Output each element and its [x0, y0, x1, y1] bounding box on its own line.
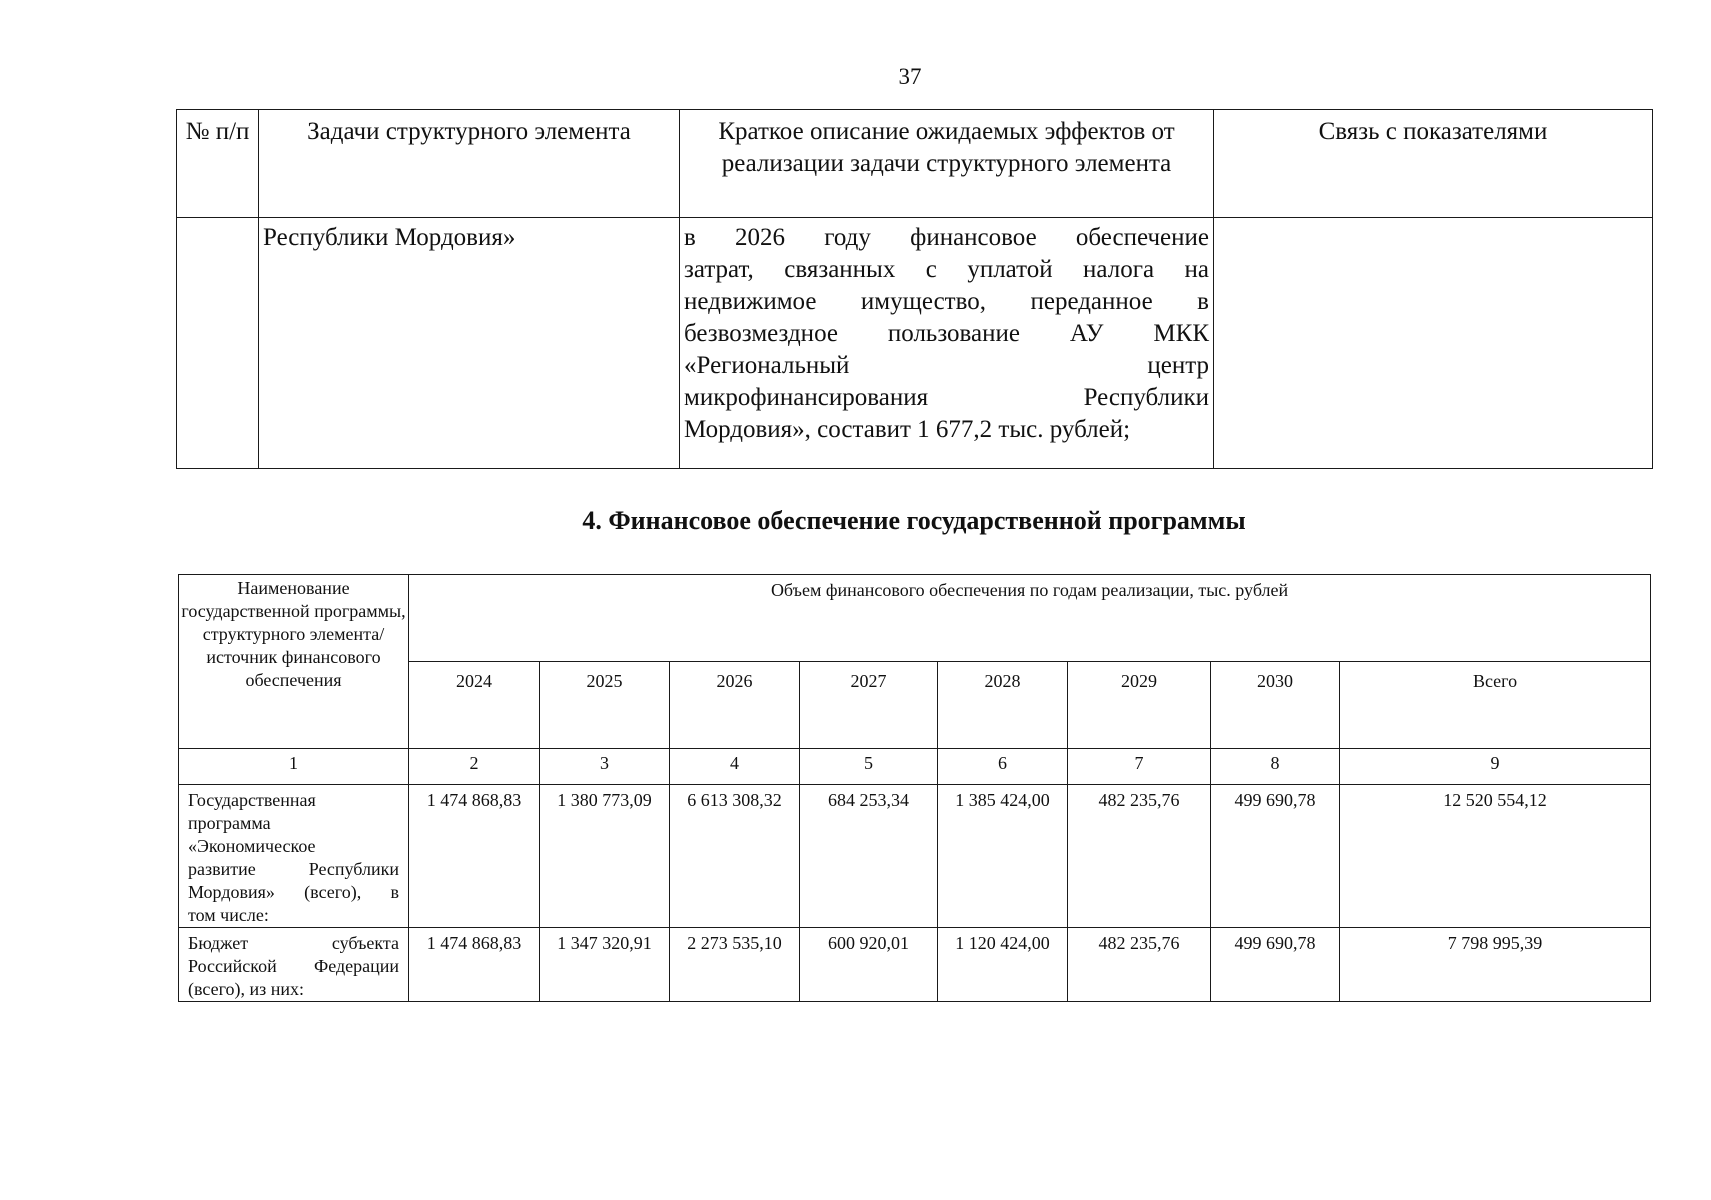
row-label-line: развитие Республики: [188, 859, 399, 879]
row-label-line: Бюджет субъекта: [188, 933, 399, 953]
header-year: 2026: [670, 662, 800, 749]
column-number: 9: [1340, 749, 1651, 785]
value-cell: 1 474 868,83: [409, 785, 540, 928]
row-label: [179, 785, 409, 928]
row-label-line: Государственная: [188, 790, 316, 810]
column-number: 6: [938, 749, 1068, 785]
description-line: «Региональный центр: [684, 352, 1209, 379]
value-cell: 600 920,01: [800, 928, 938, 1002]
tasks-row: [177, 218, 1653, 469]
description-line: недвижимое имущество, переданное в: [684, 288, 1209, 315]
section-title: 4. Финансовое обеспечение государственной программы: [582, 506, 1246, 535]
row-label: [179, 928, 409, 1002]
description-line: в 2026 году финансовое обеспечение: [684, 224, 1209, 251]
header-volume: Объем финансового обеспечения по годам реализации, тыс. рублей: [409, 575, 1651, 662]
cell-task: Республики Мордовия»: [259, 218, 680, 469]
value-cell: 2 273 535,10: [670, 928, 800, 1002]
value-cell: 482 235,76: [1068, 785, 1211, 928]
page-number: 37: [898, 64, 922, 89]
column-number: 4: [670, 749, 800, 785]
value-cell: 1 474 868,83: [409, 928, 540, 1002]
header-year: 2027: [800, 662, 938, 749]
value-cell: 1 120 424,00: [938, 928, 1068, 1002]
column-number-row: [179, 749, 1651, 785]
header-tasks: Задачи структурного элемента: [259, 110, 680, 218]
value-cell: 482 235,76: [1068, 928, 1211, 1002]
cell-link: [1214, 218, 1653, 469]
row-label-line: том числе:: [188, 905, 269, 925]
tasks-header-row: [177, 110, 1653, 218]
header-num: № п/п: [177, 110, 259, 218]
value-cell: 6 613 308,32: [670, 785, 800, 928]
row-label-line: (всего), из них:: [188, 979, 305, 999]
value-cell-total: 7 798 995,39: [1340, 928, 1651, 1002]
row-label-line: Мордовия» (всего), в: [188, 882, 399, 902]
table-row: [179, 785, 1651, 928]
row-label-line: Российской Федерации: [188, 956, 399, 976]
header-year: 2024: [409, 662, 540, 749]
description-line: Мордовия», составит 1 677,2 тыс. рублей;: [684, 416, 1131, 443]
value-cell: 684 253,34: [800, 785, 938, 928]
row-label-line: программа: [188, 813, 271, 833]
header-program-name: Наименование государственной программы, структурного элемента/источник финансового обеспечения: [179, 575, 409, 749]
header-year: 2025: [540, 662, 670, 749]
description-line: затрат, связанных с уплатой налога на: [684, 256, 1209, 283]
value-cell-total: 12 520 554,12: [1340, 785, 1651, 928]
description-line: микрофинансирования Республики: [684, 384, 1209, 411]
value-cell: 1 385 424,00: [938, 785, 1068, 928]
cell-num: [177, 218, 259, 469]
header-year: 2030: [1211, 662, 1340, 749]
header-total: Всего: [1340, 662, 1651, 749]
row-label-line: «Экономическое: [188, 836, 316, 856]
tasks-table: [176, 109, 1653, 469]
column-number: 3: [540, 749, 670, 785]
column-number: 7: [1068, 749, 1211, 785]
column-number: 5: [800, 749, 938, 785]
header-year: 2029: [1068, 662, 1211, 749]
finance-table: [178, 574, 1651, 1002]
value-cell: 1 347 320,91: [540, 928, 670, 1002]
header-description: Краткое описание ожидаемых эффектов от реализации задачи структурного элемента: [680, 110, 1214, 218]
value-cell: 1 380 773,09: [540, 785, 670, 928]
value-cell: 499 690,78: [1211, 928, 1340, 1002]
column-number: 8: [1211, 749, 1340, 785]
column-number: 1: [179, 749, 409, 785]
description-line: безвозмездное пользование АУ МКК: [684, 320, 1209, 347]
value-cell: 499 690,78: [1211, 785, 1340, 928]
cell-description: [680, 218, 1214, 469]
finance-header-row-1: [179, 575, 1651, 662]
column-number: 2: [409, 749, 540, 785]
table-row: [179, 928, 1651, 1002]
header-year: 2028: [938, 662, 1068, 749]
header-link: Связь с показателями: [1214, 110, 1653, 218]
